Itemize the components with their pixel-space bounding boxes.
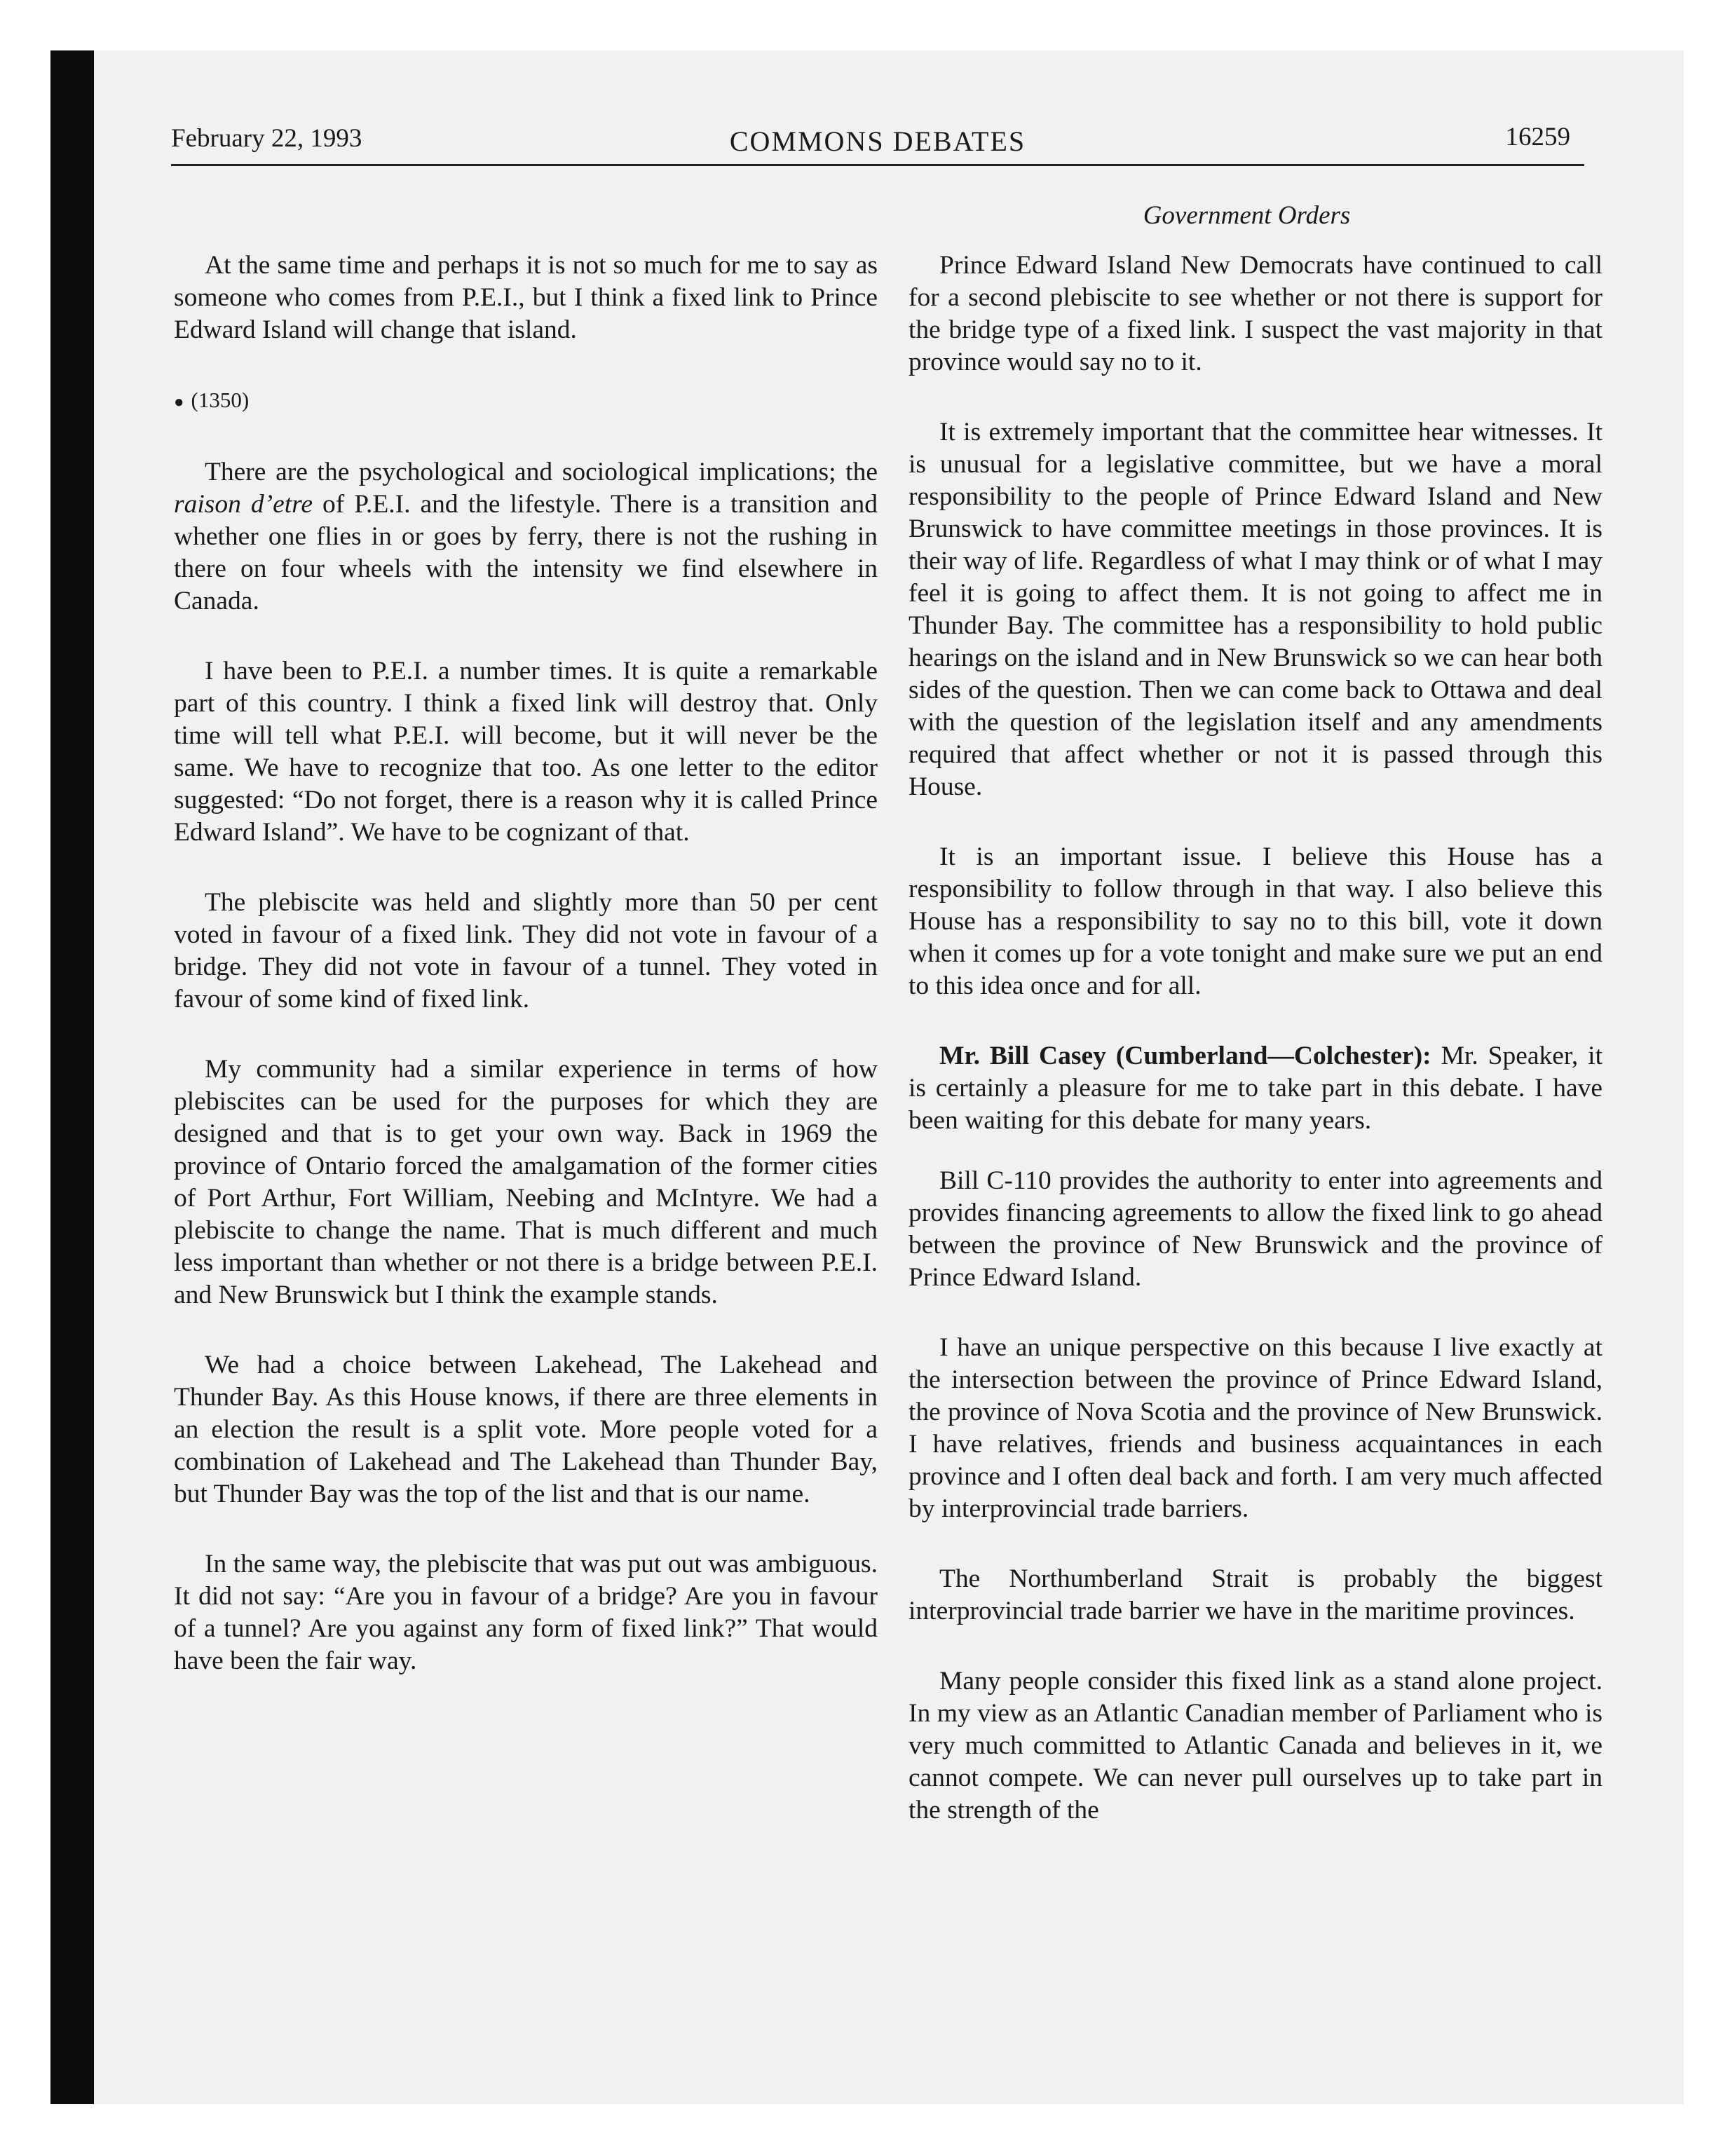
speaker-paragraph: [909, 1040, 1603, 1137]
italic-phrase: raison d’etre: [174, 489, 313, 519]
speaker-name: Mr. Bill Casey (Cumberland—Colchester):: [939, 1042, 1431, 1070]
paragraph: I have an unique perspective on this because I live exactly at the intersection between the province of Prince Edward Island, the province of Nova Scotia and the province of New Brunswick. I have relatives, friends and business acquaintances in each province and I often deal back and forth. I am very much affected by interprovincial trade barriers.: [909, 1333, 1603, 1523]
paragraph: It is an important issue. I believe this House has a responsibility to follow through in that way. I also believe this House has a responsibility to say no to this bill, vote it down when it comes up for a vote tonight and make sure we put an end to this idea once and for all.: [909, 842, 1603, 1000]
time-marker: [174, 384, 878, 418]
paragraph: The plebiscite was held and slightly more than 50 per cent voted in favour of a fixed link. They did not vote in favour of a bridge. They did not vote in favour of a tunnel. They voted in favour of some kind of fixed link.: [174, 887, 878, 1014]
paragraph: The Northumberland Strait is probably the biggest interprovincial trade barrier we have in the maritime provinces.: [909, 1564, 1603, 1625]
bullet-icon: ●: [174, 393, 184, 411]
paragraph: In the same way, the plebiscite that was put out was ambiguous. It did not say: “Are you in favour of a bridge? Are you in favour of a tunnel? Are you against any form of fixed link?” That would have been the fair way.: [174, 1549, 878, 1675]
paragraph: Prince Edward Island New Democrats have continued to call for a second plebiscite to see whether or not there is support for the bridge type of a fixed link. I suspect the vast majority in that province would say no to it.: [909, 251, 1603, 376]
header-rule: [171, 164, 1584, 166]
header-date: February 22, 1993: [171, 124, 362, 153]
time-marker-text: (1350): [191, 388, 250, 412]
section-heading: Government Orders: [1143, 201, 1351, 230]
scan-border: [50, 50, 94, 2104]
paragraph: [174, 456, 878, 618]
paragraph-text: There are the psychological and sociological implications; the: [205, 457, 878, 486]
paragraph-text: Mr. Speaker, it is certainly a pleasure for me to take part in this debate. I have been waiting for this debate for many years.: [909, 1042, 1603, 1135]
left-column: [174, 250, 878, 1715]
paragraph: Bill C-110 provides the authority to enter into agreements and provides financing agreements to allow the fixed link to go ahead between the province of New Brunswick and the province of Prince Edward Island.: [909, 1166, 1603, 1292]
paragraph: My community had a similar experience in terms of how plebiscites can be used for the purposes for which they are designed and that is to get your own way. Back in 1969 the province of Ontario forced the amalgamation of the former cities of Port Arthur, Fort William, Neebing and McIntyre. We had a plebiscite to change the name. That is much different and much less important than whether or not there is a bridge between P.E.I. and New Brunswick but I think the example stands.: [174, 1054, 878, 1309]
paragraph: At the same time and perhaps it is not so much for me to say as someone who comes from P.E.I., but I think a fixed link to Prince Edward Island will change that island.: [174, 251, 878, 344]
right-column: [909, 250, 1603, 1864]
paragraph-text: of P.E.I. and the lifestyle. There is a transition and whether one flies in or goes by ferry, there is not the rushing in there on four wheels with the intensity we find elsewhere in Canada.: [174, 489, 878, 615]
paragraph: We had a choice between Lakehead, The Lakehead and Thunder Bay. As this House knows, if there are three elements in an election the result is a split vote. More people voted for a combination of Lakehead and The Lakehead than Thunder Bay, but Thunder Bay was the top of the list and that is our name.: [174, 1350, 878, 1508]
paragraph: It is extremely important that the committee hear witnesses. It is unusual for a legislative committee, but we have a moral responsibility to the people of Prince Edward Island and New Brunswick to have committee meetings in those provinces. It is their way of life. Regardless of what I may think or of what I may feel it is going to affect them. It is not going to affect me in Thunder Bay. The committee has a responsibility to hold public hearings on the island and in New Brunswick so we can hear both sides of the question. Then we can come back to Ottawa and deal with the question of the legislation itself and any amendments required that affect whether or not it is passed through this House.: [909, 418, 1603, 801]
paragraph: I have been to P.E.I. a number times. It is quite a remarkable part of this country. I think a fixed link will destroy that. Only time will tell what P.E.I. will become, but it will never be the same. We have to recognize that too. As one letter to the editor suggested: “Do not forget, there is a reason why it is called Prince Edward Island”. We have to be cognizant of that.: [174, 656, 878, 847]
page-header: [171, 118, 1584, 160]
header-title: COMMONS DEBATES: [729, 125, 1026, 157]
page-number: 16259: [1505, 123, 1570, 151]
paragraph: Many people consider this fixed link as a stand alone project. In my view as an Atlantic Canadian member of Parliament who is very much committed to Atlantic Canada and believes in it, we cannot compete. We can never pull ourselves up to take part in the strength of the: [909, 1667, 1603, 1824]
